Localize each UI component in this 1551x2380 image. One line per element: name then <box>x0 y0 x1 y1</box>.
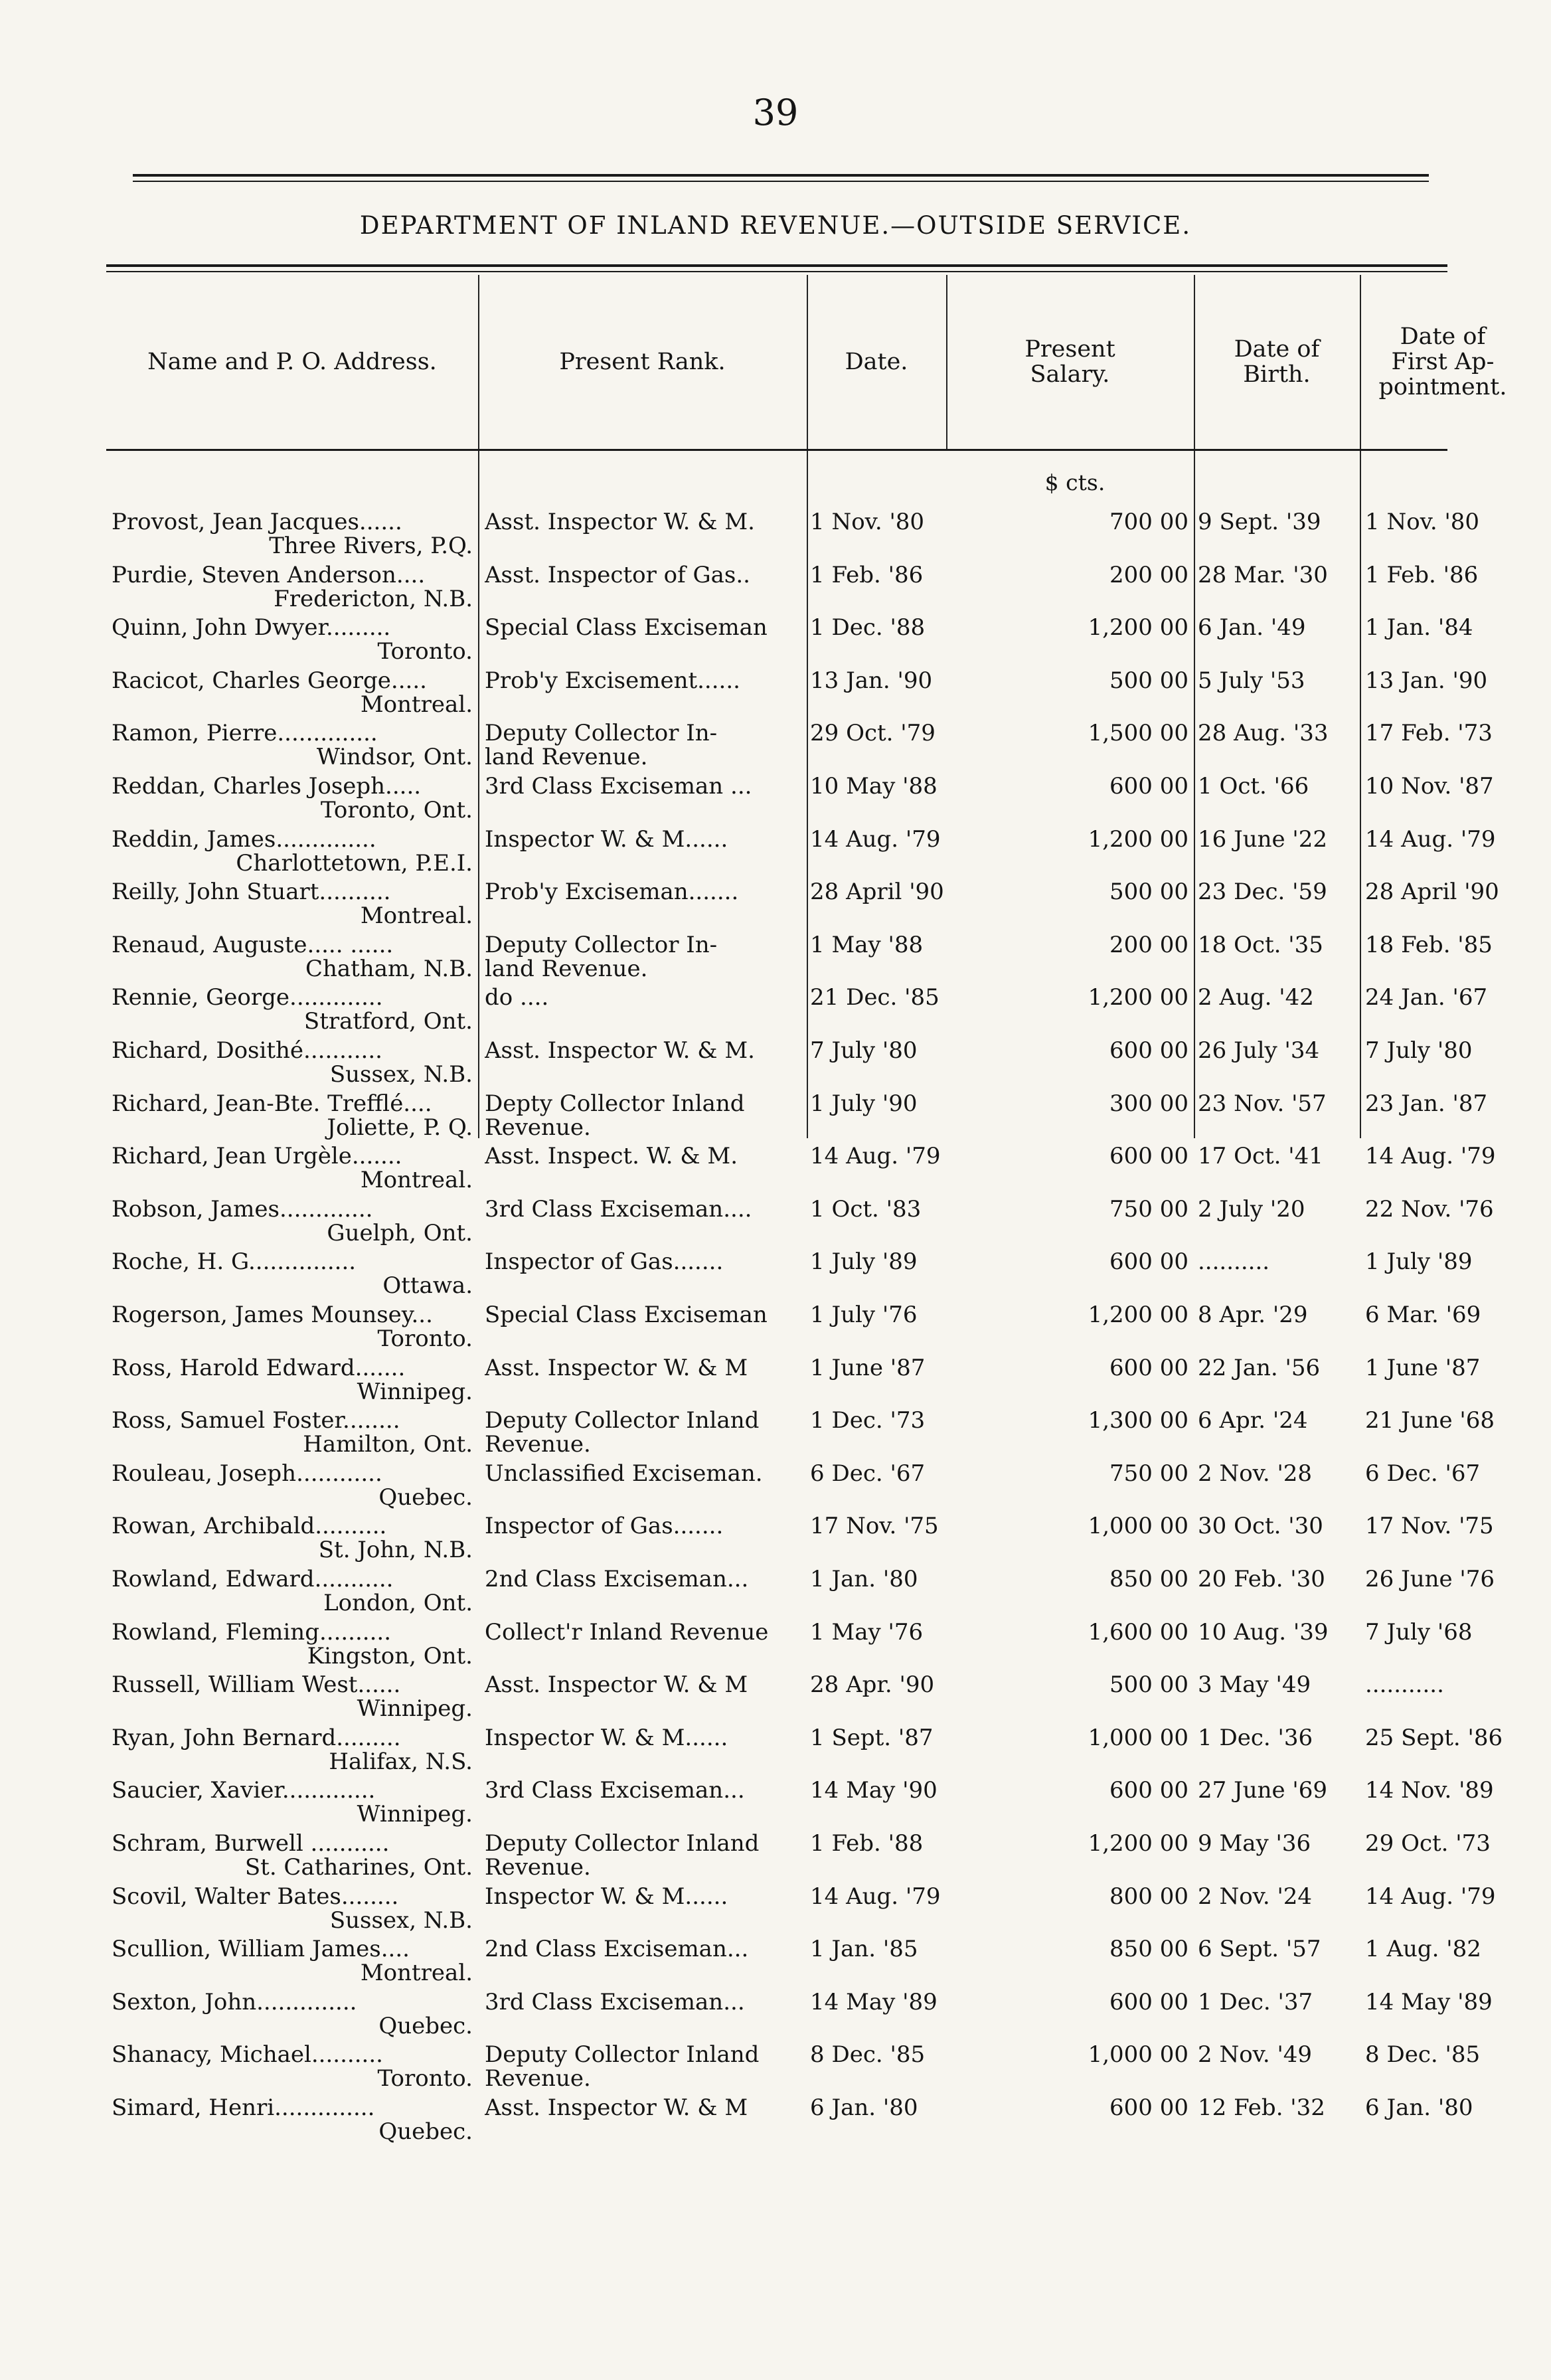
row-salary: 500 00 <box>1109 880 1188 905</box>
row-birth-date: 30 Oct. '30 <box>1198 1514 1323 1539</box>
table-row <box>106 1567 1495 1620</box>
header-rank: Present Rank. <box>559 349 726 375</box>
row-name: Rowland, Fleming.......... <box>112 1620 392 1645</box>
table-row <box>106 668 1488 722</box>
row-salary: 1,000 00 <box>1088 2043 1188 2068</box>
row-rank: Deputy Collector In- <box>485 932 718 958</box>
row-salary: 1,600 00 <box>1088 1620 1188 1645</box>
row-first-appointment: 1 Feb. '86 <box>1365 562 1479 588</box>
row-address: Chatham, N.B. <box>305 956 473 981</box>
row-name: Ryan, John Bernard......... <box>112 1725 401 1750</box>
row-date: 1 Nov. '80 <box>810 510 925 535</box>
row-name: Rowan, Archibald.......... <box>112 1514 387 1539</box>
row-name: Saucier, Xavier............. <box>112 1778 376 1804</box>
row-first-appointment: 29 Oct. '73 <box>1365 1831 1491 1856</box>
row-date: 14 May '89 <box>810 1990 938 2015</box>
row-rank: Deputy Collector Inland <box>485 1831 760 1856</box>
row-address: Toronto, Ont. <box>320 798 473 823</box>
table-row <box>106 1937 1481 1990</box>
row-address: Toronto. <box>377 1327 473 1351</box>
row-first-appointment: 8 Dec. '85 <box>1365 2043 1481 2068</box>
row-date: 1 Jan. '80 <box>810 1567 918 1592</box>
row-salary: 1,200 00 <box>1088 616 1188 641</box>
header-first-appointment: Date of First Ap- pointment. <box>1378 323 1507 400</box>
row-name: Shanacy, Michael.......... <box>112 2043 383 2068</box>
row-salary: 600 00 <box>1109 2096 1188 2120</box>
row-first-appointment: 1 June '87 <box>1365 1355 1481 1381</box>
row-address: Winnipeg. <box>357 1802 473 1828</box>
row-date: 1 July '89 <box>810 1250 918 1275</box>
row-first-appointment: 1 Aug. '82 <box>1365 1937 1481 1962</box>
row-salary: 1,200 00 <box>1088 1303 1188 1327</box>
row-rank: Inspector of Gas....... <box>485 1514 724 1539</box>
row-salary: 1,200 00 <box>1088 985 1188 1011</box>
row-name: Renaud, Auguste..... ...... <box>112 932 394 958</box>
row-birth-date: 2 Aug. '42 <box>1198 985 1314 1011</box>
title-rule <box>106 264 1447 267</box>
row-rank: Special Class Exciseman <box>485 1303 768 1327</box>
table-row <box>106 562 1479 616</box>
row-name: Provost, Jean Jacques...... <box>112 510 402 535</box>
row-date: 13 Jan. '90 <box>810 668 933 693</box>
row-salary: 600 00 <box>1109 1990 1188 2015</box>
row-address: London, Ont. <box>323 1591 473 1616</box>
table-row <box>106 1990 1493 2043</box>
table-row <box>106 1303 1481 1356</box>
row-rank: Depty Collector Inland <box>485 1091 745 1116</box>
row-name: Reddan, Charles Joseph..... <box>112 774 422 799</box>
header-salary: Present Salary. <box>1024 336 1115 388</box>
row-rank: Asst. Inspector W. & M <box>485 1355 748 1381</box>
row-salary: 1,000 00 <box>1088 1514 1188 1539</box>
row-birth-date: 17 Oct. '41 <box>1198 1144 1323 1169</box>
table-row <box>106 1831 1491 1885</box>
row-name: Russell, William West...... <box>112 1673 401 1698</box>
row-name: Roche, H. G............... <box>112 1250 357 1275</box>
title-rule-thin <box>106 271 1447 272</box>
row-birth-date: 2 Nov. '28 <box>1198 1461 1313 1486</box>
row-birth-date: .......... <box>1198 1250 1270 1275</box>
row-name: Reilly, John Stuart.......... <box>112 880 391 905</box>
row-salary: 600 00 <box>1109 1144 1188 1169</box>
row-rank: Collect'r Inland Revenue <box>485 1620 769 1645</box>
row-address: Halifax, N.S. <box>329 1749 473 1774</box>
row-first-appointment: 7 July '80 <box>1365 1039 1473 1063</box>
page-number: 39 <box>752 92 799 133</box>
service-table <box>106 275 1507 2144</box>
row-salary: 600 00 <box>1109 1250 1188 1275</box>
row-address: Fredericton, N.B. <box>274 586 473 612</box>
row-birth-date: 9 May '36 <box>1198 1831 1311 1856</box>
row-birth-date: 28 Mar. '30 <box>1198 562 1328 588</box>
row-date: 6 Dec. '67 <box>810 1461 926 1486</box>
row-name: Robson, James............. <box>112 1197 373 1222</box>
row-first-appointment: 22 Nov. '76 <box>1365 1197 1494 1222</box>
row-birth-date: 1 Dec. '36 <box>1198 1725 1313 1750</box>
row-rank: Inspector of Gas....... <box>485 1250 724 1275</box>
row-birth-date: 9 Sept. '39 <box>1198 510 1321 535</box>
row-rank: Deputy Collector Inland <box>485 1408 760 1434</box>
row-salary: 300 00 <box>1109 1091 1188 1116</box>
row-salary: 1,000 00 <box>1088 1725 1188 1750</box>
row-date: 1 Feb. '86 <box>810 562 924 588</box>
row-rank: 2nd Class Exciseman... <box>485 1937 749 1962</box>
row-salary: 600 00 <box>1109 1039 1188 1063</box>
row-salary: 1,200 00 <box>1088 1831 1188 1856</box>
row-salary: 1,200 00 <box>1088 827 1188 852</box>
row-birth-date: 1 Dec. '37 <box>1198 1990 1313 2015</box>
row-date: 17 Nov. '75 <box>810 1514 939 1539</box>
row-address: Montreal. <box>360 1961 473 1986</box>
row-birth-date: 20 Feb. '30 <box>1198 1567 1325 1592</box>
row-rank: Asst. Inspector of Gas.. <box>485 562 750 588</box>
row-rank: Asst. Inspect. W. & M. <box>485 1144 738 1169</box>
table-row <box>106 2096 1473 2149</box>
row-first-appointment: 25 Sept. '86 <box>1365 1725 1503 1750</box>
row-name: Racicot, Charles George..... <box>112 668 427 693</box>
table-row <box>106 1144 1496 1197</box>
row-rank: Special Class Exciseman <box>485 616 768 641</box>
row-salary: 800 00 <box>1109 1884 1188 1909</box>
table-row <box>106 932 1493 986</box>
row-salary: 700 00 <box>1109 510 1188 535</box>
row-address: Guelph, Ont. <box>327 1221 473 1246</box>
row-address: Three Rivers, P.Q. <box>269 534 473 558</box>
row-birth-date: 3 May '49 <box>1198 1673 1311 1698</box>
page-title: DEPARTMENT OF INLAND REVENUE.—OUTSIDE SERVICE. <box>359 211 1192 240</box>
header-birth: Date of Birth. <box>1234 336 1320 388</box>
row-birth-date: 5 July '53 <box>1198 668 1305 693</box>
row-rank-continued: Revenue. <box>485 2067 591 2092</box>
row-first-appointment: 6 Mar. '69 <box>1365 1303 1481 1327</box>
row-address: Winnipeg. <box>357 1697 473 1722</box>
row-salary: 850 00 <box>1109 1567 1188 1592</box>
row-first-appointment: 28 April '90 <box>1365 880 1499 905</box>
table-row <box>106 1355 1481 1409</box>
row-birth-date: 18 Oct. '35 <box>1198 932 1323 958</box>
row-date: 14 Aug. '79 <box>810 1884 941 1909</box>
row-address: Toronto. <box>377 639 473 665</box>
table-row <box>106 1620 1473 1673</box>
row-date: 21 Dec. '85 <box>810 985 939 1011</box>
row-address: Stratford, Ont. <box>303 1009 473 1035</box>
row-address: Quebec. <box>378 2013 473 2039</box>
table-row <box>106 2043 1481 2096</box>
table-row <box>106 1778 1494 1831</box>
table-row <box>106 1884 1496 1938</box>
row-birth-date: 10 Aug. '39 <box>1198 1620 1329 1645</box>
top-rule-thin <box>133 181 1429 182</box>
row-salary: 600 00 <box>1109 774 1188 799</box>
row-address: Quebec. <box>378 2120 473 2144</box>
row-name: Ross, Samuel Foster........ <box>112 1408 400 1434</box>
row-first-appointment: 14 Aug. '79 <box>1365 1884 1496 1909</box>
table-row <box>106 1250 1473 1303</box>
row-date: 1 June '87 <box>810 1355 926 1381</box>
row-salary: 500 00 <box>1109 1673 1188 1698</box>
row-address: Toronto. <box>377 2067 473 2092</box>
row-address: Windsor, Ont. <box>316 745 473 770</box>
row-first-appointment: 1 Nov. '80 <box>1365 510 1480 535</box>
row-birth-date: 2 Nov. '24 <box>1198 1884 1313 1909</box>
row-address: Hamilton, Ont. <box>303 1432 473 1458</box>
row-date: 1 July '76 <box>810 1303 918 1327</box>
row-first-appointment: 1 Jan. '84 <box>1365 616 1473 641</box>
row-first-appointment: 10 Nov. '87 <box>1365 774 1494 799</box>
row-rank: Inspector W. & M...... <box>485 827 728 852</box>
row-rank: Prob'y Excisement...... <box>485 668 740 693</box>
top-rule <box>133 174 1429 177</box>
table-row <box>106 880 1499 933</box>
row-birth-date: 6 Sept. '57 <box>1198 1937 1321 1962</box>
row-salary: 750 00 <box>1109 1197 1188 1222</box>
row-first-appointment: 23 Jan. '87 <box>1365 1091 1488 1116</box>
row-first-appointment: 21 June '68 <box>1365 1408 1495 1434</box>
table-row <box>106 827 1496 881</box>
row-salary: 600 00 <box>1109 1778 1188 1804</box>
row-date: 1 Jan. '85 <box>810 1937 918 1962</box>
row-address: Ottawa. <box>382 1274 473 1299</box>
row-date: 7 July '80 <box>810 1039 918 1063</box>
salary-unit: $ cts. <box>1044 469 1105 495</box>
row-rank: 3rd Class Exciseman... <box>485 1778 745 1804</box>
row-rank: Inspector W. & M...... <box>485 1725 728 1750</box>
table-row <box>106 510 1480 563</box>
row-birth-date: 6 Jan. '49 <box>1198 616 1306 641</box>
row-birth-date: 2 July '20 <box>1198 1197 1305 1222</box>
row-birth-date: 16 June '22 <box>1198 827 1328 852</box>
table-row <box>106 1461 1481 1515</box>
row-name: Rowland, Edward........... <box>112 1567 394 1592</box>
row-date: 10 May '88 <box>810 774 938 799</box>
row-rank: Asst. Inspector W. & M. <box>485 1039 755 1063</box>
table-row <box>106 774 1494 827</box>
row-address: Montreal. <box>360 692 473 717</box>
row-date: 1 Feb. '88 <box>810 1831 924 1856</box>
table-row <box>106 721 1493 774</box>
row-rank-continued: Revenue. <box>485 1855 591 1880</box>
table-row <box>106 1197 1494 1250</box>
row-first-appointment: 17 Nov. '75 <box>1365 1514 1494 1539</box>
row-first-appointment: 26 June '76 <box>1365 1567 1495 1592</box>
row-date: 6 Jan. '80 <box>810 2096 918 2120</box>
header-date: Date. <box>845 349 908 375</box>
row-rank: Prob'y Exciseman....... <box>485 880 739 905</box>
row-date: 28 April '90 <box>810 880 944 905</box>
row-salary: 1,300 00 <box>1088 1408 1188 1434</box>
row-address: Quebec. <box>378 1485 473 1510</box>
row-birth-date: 28 Aug. '33 <box>1198 721 1329 746</box>
row-rank: Asst. Inspector W. & M <box>485 2096 748 2120</box>
row-first-appointment: 14 Nov. '89 <box>1365 1778 1494 1804</box>
row-salary: 1,500 00 <box>1088 721 1188 746</box>
row-birth-date: 1 Oct. '66 <box>1198 774 1309 799</box>
table-row <box>106 1673 1447 1726</box>
row-salary: 500 00 <box>1109 668 1188 693</box>
row-name: Purdie, Steven Anderson.... <box>112 562 426 588</box>
row-birth-date: 6 Apr. '24 <box>1198 1408 1308 1434</box>
row-address: Joliette, P. Q. <box>327 1115 473 1140</box>
row-name: Reddin, James.............. <box>112 827 376 852</box>
row-birth-date: 2 Nov. '49 <box>1198 2043 1313 2068</box>
row-name: Rogerson, James Mounsey... <box>112 1303 433 1327</box>
row-first-appointment: 13 Jan. '90 <box>1365 668 1488 693</box>
row-rank: Inspector W. & M...... <box>485 1884 728 1909</box>
header-rule <box>106 449 1447 451</box>
row-rank-continued: land Revenue. <box>485 745 648 770</box>
row-rank: 3rd Class Exciseman.... <box>485 1197 752 1222</box>
row-address: Sussex, N.B. <box>329 1908 473 1933</box>
row-birth-date: 22 Jan. '56 <box>1198 1355 1321 1381</box>
row-date: 1 Sept. '87 <box>810 1725 934 1750</box>
row-date: 8 Dec. '85 <box>810 2043 926 2068</box>
row-name: Rennie, George............. <box>112 985 383 1011</box>
row-name: Quinn, John Dwyer......... <box>112 616 391 641</box>
table-row <box>106 1514 1494 1567</box>
row-first-appointment: 14 Aug. '79 <box>1365 827 1496 852</box>
row-first-appointment: 6 Jan. '80 <box>1365 2096 1473 2120</box>
row-name: Sexton, John.............. <box>112 1990 357 2015</box>
row-date: 29 Oct. '79 <box>810 721 936 746</box>
row-date: 14 May '90 <box>810 1778 938 1804</box>
row-birth-date: 26 July '34 <box>1198 1039 1320 1063</box>
row-address: Montreal. <box>360 1168 473 1193</box>
row-salary: 750 00 <box>1109 1461 1188 1486</box>
row-first-appointment: 24 Jan. '67 <box>1365 985 1488 1011</box>
row-first-appointment: 18 Feb. '85 <box>1365 932 1493 958</box>
row-rank: 3rd Class Exciseman ... <box>485 774 752 799</box>
row-rank: Deputy Collector In- <box>485 721 718 746</box>
row-salary: 200 00 <box>1109 562 1188 588</box>
row-rank: Deputy Collector Inland <box>485 2043 760 2068</box>
row-first-appointment: 17 Feb. '73 <box>1365 721 1493 746</box>
row-rank: Asst. Inspector W. & M. <box>485 510 755 535</box>
row-address: St. John, N.B. <box>318 1538 473 1563</box>
row-name: Richard, Dosithé........... <box>112 1039 382 1063</box>
table-row <box>106 1408 1495 1462</box>
row-address: Kingston, Ont. <box>307 1644 473 1669</box>
row-address: Winnipeg. <box>357 1379 473 1404</box>
row-date: 1 Oct. '83 <box>810 1197 922 1222</box>
row-name: Scullion, William James.... <box>112 1937 410 1962</box>
row-date: 1 July '90 <box>810 1091 918 1116</box>
row-address: Montreal. <box>360 904 473 929</box>
row-birth-date: 23 Nov. '57 <box>1198 1091 1327 1116</box>
row-address: Charlottetown, P.E.I. <box>236 851 473 876</box>
row-name: Schram, Burwell ........... <box>112 1831 390 1856</box>
row-rank: 3rd Class Exciseman... <box>485 1990 745 2015</box>
row-date: 14 Aug. '79 <box>810 827 941 852</box>
row-rank: Unclassified Exciseman. <box>485 1461 763 1486</box>
table-row <box>106 985 1488 1039</box>
row-birth-date: 23 Dec. '59 <box>1198 880 1327 905</box>
row-rank: Asst. Inspector W. & M <box>485 1673 748 1698</box>
row-name: Scovil, Walter Bates........ <box>112 1884 399 1909</box>
row-name: Richard, Jean-Bte. Trefflé.... <box>112 1091 432 1116</box>
row-date: 1 May '88 <box>810 932 924 958</box>
row-first-appointment: ........... <box>1365 1673 1444 1698</box>
row-birth-date: 27 June '69 <box>1198 1778 1328 1804</box>
row-date: 1 May '76 <box>810 1620 924 1645</box>
row-rank: do .... <box>485 985 549 1011</box>
row-rank-continued: Revenue. <box>485 1115 591 1140</box>
row-rank-continued: land Revenue. <box>485 956 648 981</box>
table-header <box>106 275 1507 449</box>
table-row <box>106 616 1473 669</box>
row-name: Ross, Harold Edward....... <box>112 1355 406 1381</box>
row-first-appointment: 14 May '89 <box>1365 1990 1493 2015</box>
row-first-appointment: 14 Aug. '79 <box>1365 1144 1496 1169</box>
row-name: Rouleau, Joseph............ <box>112 1461 382 1486</box>
row-address: Sussex, N.B. <box>329 1062 473 1087</box>
row-salary: 600 00 <box>1109 1355 1188 1381</box>
table-row <box>106 1091 1488 1145</box>
row-first-appointment: 6 Dec. '67 <box>1365 1461 1481 1486</box>
row-salary: 850 00 <box>1109 1937 1188 1962</box>
row-birth-date: 12 Feb. '32 <box>1198 2096 1325 2120</box>
row-name: Simard, Henri.............. <box>112 2096 375 2120</box>
row-rank-continued: Revenue. <box>485 1432 591 1458</box>
row-date: 14 Aug. '79 <box>810 1144 941 1169</box>
table-row <box>106 1039 1473 1092</box>
row-name: Richard, Jean Urgèle....... <box>112 1144 402 1169</box>
row-date: 28 Apr. '90 <box>810 1673 935 1698</box>
table-row <box>106 1725 1503 1779</box>
header-name: Name and P. O. Address. <box>147 349 437 375</box>
row-rank: 2nd Class Exciseman... <box>485 1567 749 1592</box>
row-first-appointment: 1 July '89 <box>1365 1250 1473 1275</box>
row-date: 1 Dec. '88 <box>810 616 926 641</box>
row-name: Ramon, Pierre.............. <box>112 721 378 746</box>
row-address: St. Catharines, Ont. <box>244 1855 473 1880</box>
row-first-appointment: 7 July '68 <box>1365 1620 1473 1645</box>
row-date: 1 Dec. '73 <box>810 1408 926 1434</box>
row-salary: 200 00 <box>1109 932 1188 958</box>
row-birth-date: 8 Apr. '29 <box>1198 1303 1308 1327</box>
